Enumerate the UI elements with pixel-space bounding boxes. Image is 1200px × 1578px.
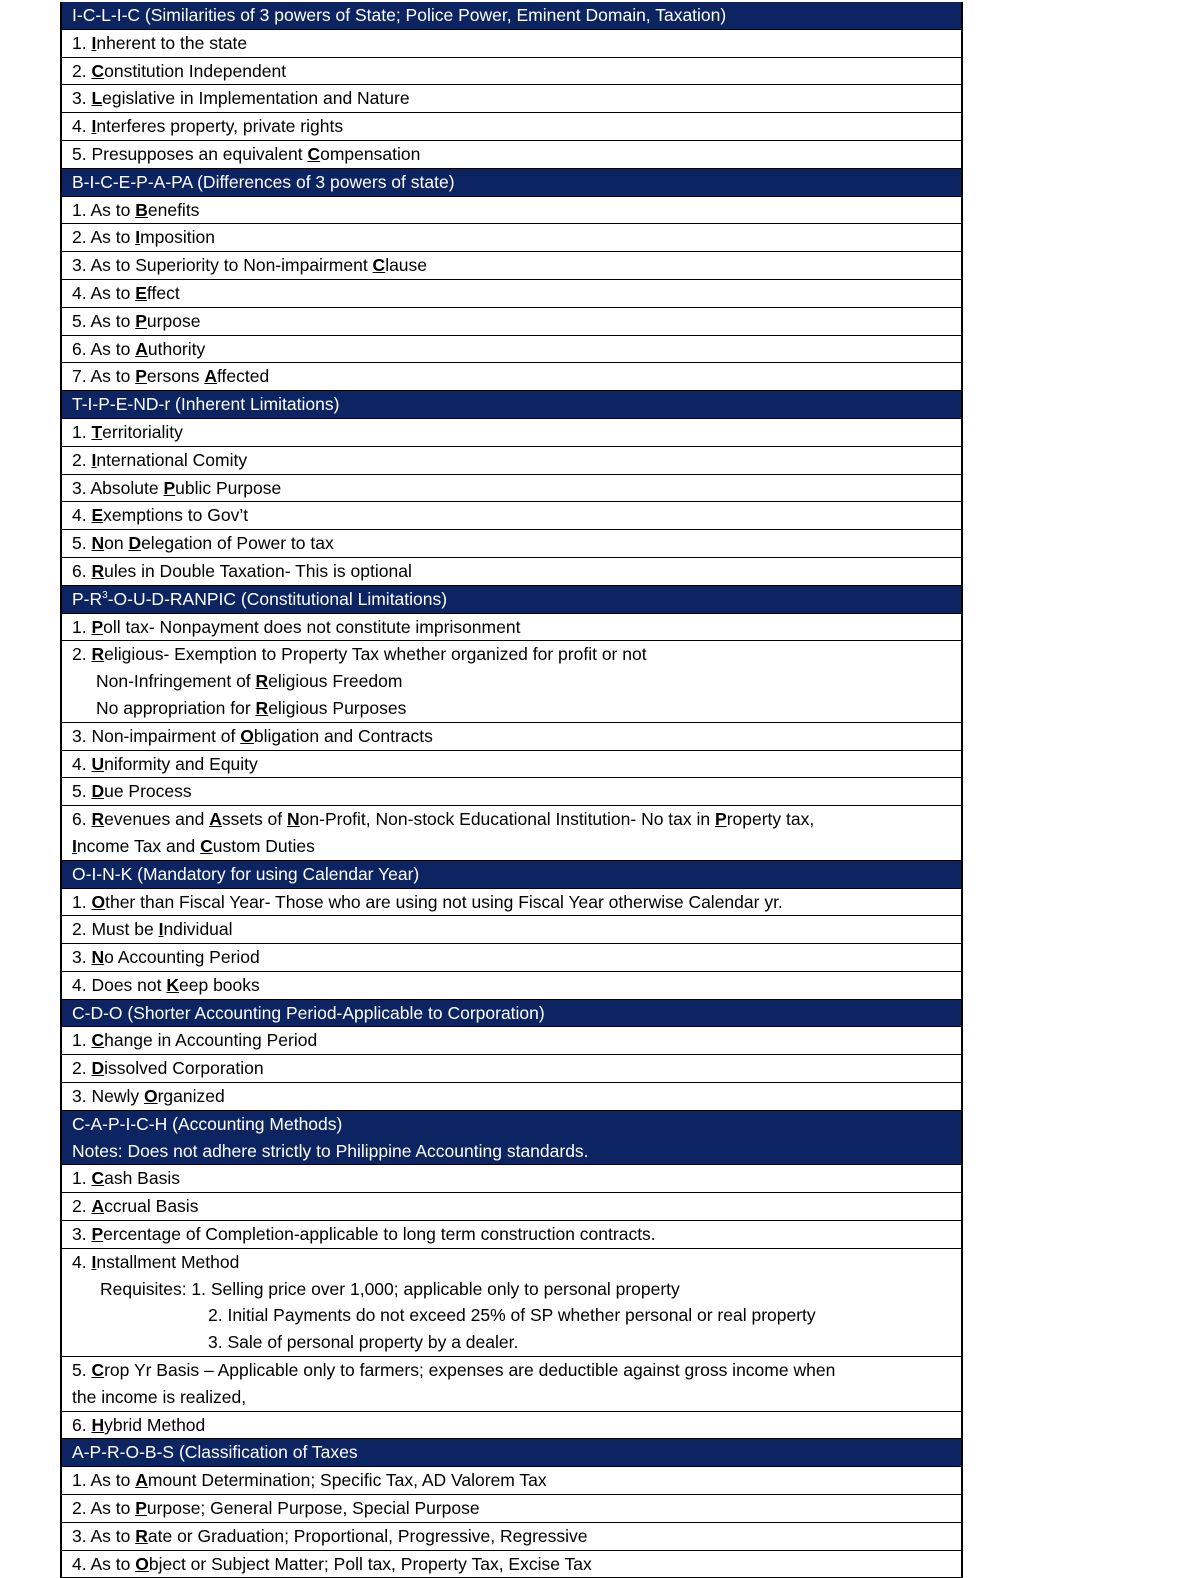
superscript: 3 <box>102 589 108 601</box>
mnemonic-letter: N <box>91 947 105 968</box>
list-item-text: 4. Interferes property, private rights <box>72 116 344 137</box>
list-item-text: 5. Presupposes an equivalent Compensation <box>72 143 421 164</box>
mnemonic-letter: P <box>715 809 727 830</box>
list-item <box>62 197 961 225</box>
list-item-text: Requisites: 1. Selling price over 1,000; applicable only to personal property <box>100 1278 680 1299</box>
list-item <box>62 85 961 113</box>
list-item <box>62 280 961 308</box>
list-item-text: 2. Religious- Exemption to Property Tax whether organized for profit or not <box>72 644 647 665</box>
section-header <box>62 1111 961 1166</box>
list-item-text: 3. Non-impairment of Obligation and Contracts <box>72 725 433 746</box>
mnemonic-letter: P <box>135 310 147 331</box>
mnemonic-table <box>60 2 963 1578</box>
section-header <box>62 1000 961 1028</box>
mnemonic-letter: I <box>158 919 164 940</box>
mnemonic-letter: N <box>287 809 300 830</box>
list-item-text: Non-Infringement of Religious Freedom <box>96 671 403 692</box>
list-item-text: 6. Revenues and Assets of Non-Profit, Non-stock Educational Institution- No tax in Property tax, <box>72 809 815 830</box>
mnemonic-letter: R <box>135 1525 148 1546</box>
list-item-text: 4. Uniformity and Equity <box>72 753 258 774</box>
list-item-text: 4. As to Object or Subject Matter; Poll tax, Property Tax, Excise Tax <box>72 1553 592 1574</box>
list-item-text: 6. As to Authority <box>72 338 206 359</box>
list-item-text: 4. Does not Keep books <box>72 974 260 995</box>
list-item-text: 1. Cash Basis <box>72 1168 180 1189</box>
mnemonic-letter: U <box>91 753 105 774</box>
mnemonic-letter: I <box>72 835 77 856</box>
mnemonic-letter: A <box>135 1470 148 1491</box>
list-item-text: 3. As to Superiority to Non-impairment Clause <box>72 255 428 276</box>
list-item <box>62 1027 961 1055</box>
mnemonic-letter: R <box>91 809 105 830</box>
mnemonic-letter: C <box>200 835 213 856</box>
mnemonic-letter: R <box>255 671 269 692</box>
list-item <box>62 30 961 58</box>
mnemonic-letter: P <box>91 616 104 637</box>
list-item-text: 5. Crop Yr Basis – Applicable only to farmers; expenses are deductible against gross income when <box>72 1360 836 1381</box>
list-item <box>62 641 961 722</box>
section-header-text: C-D-O (Shorter Accounting Period-Applicable to Corporation) <box>72 1002 545 1023</box>
list-item <box>62 944 961 972</box>
list-item <box>62 778 961 806</box>
mnemonic-letter: P <box>91 1224 104 1245</box>
list-item <box>62 916 961 944</box>
list-item-text: 2. Must be Individual <box>72 919 233 940</box>
mnemonic-letter: P <box>163 477 176 498</box>
mnemonic-letter: C <box>307 143 321 164</box>
mnemonic-letter: A <box>91 1196 105 1217</box>
section-header-text: Notes: Does not adhere strictly to Philippine Accounting standards. <box>72 1140 589 1161</box>
mnemonic-letter: D <box>128 533 142 554</box>
section-header-text: A-P-R-O-B-S (Classification of Taxes <box>72 1442 358 1463</box>
list-item <box>62 1551 961 1578</box>
mnemonic-letter: L <box>91 88 103 109</box>
list-item <box>62 1055 961 1083</box>
list-item-text: 2. Initial Payments do not exceed 25% of SP whether personal or real property <box>208 1305 816 1326</box>
list-item <box>62 336 961 364</box>
mnemonic-letter: T <box>91 421 103 442</box>
list-item-text: 1. Change in Accounting Period <box>72 1030 318 1051</box>
list-item-text: 3. Sale of personal property by a dealer. <box>208 1332 519 1353</box>
mnemonic-letter: I <box>91 32 97 53</box>
list-item-text: 7. As to Persons Affected <box>72 366 270 387</box>
mnemonic-letter: I <box>91 1251 97 1272</box>
mnemonic-letter: H <box>91 1414 105 1435</box>
list-item <box>62 308 961 336</box>
list-item-text: 3. Percentage of Completion-applicable to long term construction contracts. <box>72 1224 656 1245</box>
mnemonic-letter: A <box>135 338 148 359</box>
mnemonic-letter: I <box>91 116 97 137</box>
list-item-text: 6. Rules in Double Taxation- This is optional <box>72 560 412 581</box>
section-header-text: O-I-N-K (Mandatory for using Calendar Year) <box>72 863 420 884</box>
mnemonic-letter: N <box>91 533 105 554</box>
list-item-text: 2. International Comity <box>72 449 248 470</box>
section-header <box>62 169 961 197</box>
mnemonic-letter: E <box>91 505 104 526</box>
mnemonic-letter: O <box>91 891 106 912</box>
list-item-text: 4. Installment Method <box>72 1251 240 1272</box>
list-item-text: 4. As to Effect <box>72 282 180 303</box>
mnemonic-letter: O <box>240 725 254 746</box>
section-header <box>62 1439 961 1467</box>
list-item <box>62 502 961 530</box>
list-item <box>62 614 961 642</box>
list-item <box>62 475 961 503</box>
list-item <box>62 558 961 586</box>
list-item <box>62 252 961 280</box>
list-item <box>62 1221 961 1249</box>
section-header <box>62 2 961 30</box>
list-item-text: 2. Dissolved Corporation <box>72 1058 264 1079</box>
list-item <box>62 224 961 252</box>
mnemonic-letter: P <box>135 366 147 387</box>
list-item-text: 1. Poll tax- Nonpayment does not constitute imprisonment <box>72 616 521 637</box>
list-item <box>62 806 961 861</box>
mnemonic-letter: K <box>166 974 180 995</box>
mnemonic-letter: C <box>372 255 386 276</box>
section-header-text: T-I-P-E-ND-r (Inherent Limitations) <box>72 394 340 415</box>
section-header <box>62 861 961 889</box>
list-item <box>62 1193 961 1221</box>
list-item <box>62 1249 961 1357</box>
list-item-text: 3. No Accounting Period <box>72 947 260 968</box>
list-item <box>62 113 961 141</box>
mnemonic-letter: D <box>91 1058 105 1079</box>
list-item-text: 5. Due Process <box>72 781 192 802</box>
list-item-text: 2. Constitution Independent <box>72 60 287 81</box>
list-item-text: 5. Non Delegation of Power to tax <box>72 533 334 554</box>
list-item-text: 6. Hybrid Method <box>72 1414 206 1435</box>
mnemonic-letter: R <box>255 697 269 718</box>
list-item-text: 3. Legislative in Implementation and Nature <box>72 88 410 109</box>
mnemonic-letter: I <box>135 227 141 248</box>
list-item-text: the income is realized, <box>72 1386 247 1407</box>
mnemonic-letter: O <box>143 1086 158 1107</box>
list-item <box>62 1467 961 1495</box>
mnemonic-letter: B <box>135 199 148 220</box>
list-item <box>62 363 961 391</box>
list-item-text: No appropriation for Religious Purposes <box>96 697 407 718</box>
list-item <box>62 1412 961 1440</box>
list-item-text: 5. As to Purpose <box>72 310 201 331</box>
list-item <box>62 1357 961 1412</box>
section-header <box>62 391 961 419</box>
mnemonic-letter: D <box>91 781 105 802</box>
list-item-text: 2. Accrual Basis <box>72 1196 199 1217</box>
list-item <box>62 419 961 447</box>
list-item <box>62 1083 961 1111</box>
list-item-text: 2. As to Purpose; General Purpose, Special Purpose <box>72 1498 480 1519</box>
mnemonic-letter: C <box>91 1168 105 1189</box>
section-header-text: $P-R^3-O-U-D$-RANPIC (Constitutional Limitations) <box>72 588 448 609</box>
list-item-text: 1. Other than Fiscal Year- Those who are using not using Fiscal Year otherwise Calendar yr. <box>72 891 783 912</box>
list-item <box>62 723 961 751</box>
list-item-text: 1. Territoriality <box>72 421 183 442</box>
list-item-text: 3. As to Rate or Graduation; Proportional, Progressive, Regressive <box>72 1525 588 1546</box>
section-header-text: I-C-L-I-C (Similarities of 3 powers of State; Police Power, Eminent Domain, Taxation) <box>72 5 727 25</box>
list-item <box>62 1495 961 1523</box>
mnemonic-letter: C <box>91 1030 105 1051</box>
mnemonic-letter: R <box>91 644 105 665</box>
mnemonic-letter: E <box>135 282 147 303</box>
list-item <box>62 141 961 169</box>
mnemonic-letter: C <box>91 1360 105 1381</box>
mnemonic-letter: O <box>135 1553 149 1574</box>
list-item <box>62 889 961 917</box>
list-item-text: 3. Newly Organized <box>72 1086 225 1107</box>
list-item <box>62 447 961 475</box>
mnemonic-letter: I <box>91 449 97 470</box>
list-item-text: 1. As to Benefits <box>72 199 200 220</box>
section-header-text: B-I-C-E-P-A-PA (Differences of 3 powers of state) <box>72 171 455 192</box>
list-item-text: 3. Absolute Public Purpose <box>72 477 282 498</box>
list-item <box>62 530 961 558</box>
list-item <box>62 972 961 1000</box>
list-item-text: 1. As to Amount Determination; Specific Tax, AD Valorem Tax <box>72 1470 547 1491</box>
list-item <box>62 58 961 86</box>
list-item <box>62 751 961 779</box>
mnemonic-letter: C <box>91 60 105 81</box>
mnemonic-letter: A <box>209 809 222 830</box>
list-item-text: Income Tax and Custom Duties <box>72 835 315 856</box>
section-header-text: C-A-P-I-C-H (Accounting Methods) <box>72 1113 343 1134</box>
mnemonic-letter: P <box>135 1498 147 1519</box>
list-item <box>62 1165 961 1193</box>
list-item-text: 4. Exemptions to Gov’t <box>72 505 249 526</box>
list-item <box>62 1523 961 1551</box>
mnemonic-letter: R <box>91 560 105 581</box>
section-header <box>62 586 961 614</box>
list-item-text: 1. Inherent to the state <box>72 32 248 53</box>
mnemonic-letter: A <box>204 366 217 387</box>
list-item-text: 2. As to Imposition <box>72 227 216 248</box>
